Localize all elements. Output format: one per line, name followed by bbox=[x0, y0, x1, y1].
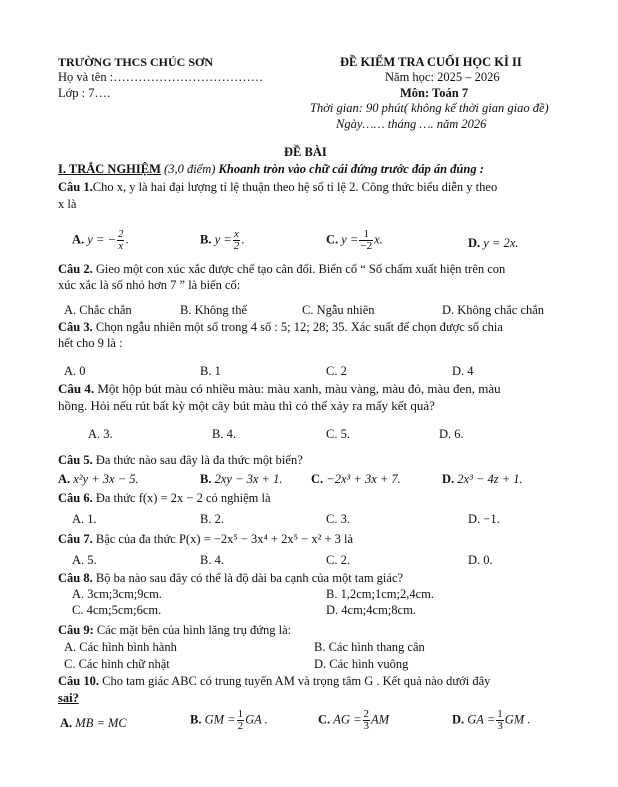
q7-option-d: D. 0. bbox=[468, 553, 493, 567]
q10-stem bbox=[58, 674, 490, 689]
q10-option-d bbox=[452, 709, 530, 732]
q9-label: Câu 9: bbox=[58, 623, 94, 637]
q8-option-d: D. 4cm;4cm;8cm. bbox=[326, 603, 416, 617]
q1-a-frac bbox=[117, 229, 125, 252]
q3-stem bbox=[58, 320, 503, 335]
q10-option-a bbox=[60, 716, 127, 731]
q6-option-b: B. 2. bbox=[200, 512, 224, 526]
q10-label: Câu 10. bbox=[58, 674, 99, 688]
q7-text: Bậc của đa thức P(x) = −2x⁵ − 3x⁴ + 2x⁵ − x² + 3 là bbox=[92, 532, 354, 546]
q2-option-d: D. Không chắc chắn bbox=[442, 303, 545, 317]
q9-option-c: C. Các hình chữ nhật bbox=[64, 657, 170, 671]
q5-label: Câu 5. bbox=[58, 453, 93, 467]
q10-c-num: 2 bbox=[363, 708, 370, 720]
subject: Môn: Toán 7 bbox=[400, 86, 469, 100]
q4-option-d: D. 6. bbox=[439, 427, 464, 441]
q10-b-label: B. bbox=[190, 712, 202, 727]
q10-d-label: D. bbox=[452, 712, 465, 727]
q10-option-c bbox=[318, 709, 389, 732]
q1-c-pre: y = bbox=[341, 232, 359, 247]
q1-a-label: A. bbox=[72, 232, 85, 247]
class-line: Lớp : 7…. bbox=[58, 86, 111, 100]
section1-points: (3,0 điểm) bbox=[164, 162, 216, 176]
q1-a-pre: y = − bbox=[87, 232, 116, 247]
q7-stem bbox=[58, 532, 353, 547]
q5-option-b bbox=[200, 472, 282, 487]
q2-option-a: A. Chắc chắn bbox=[64, 303, 132, 317]
q8-option-b: B. 1,2cm;1cm;2,4cm. bbox=[326, 587, 434, 601]
de-bai-heading: ĐỀ BÀI bbox=[284, 145, 327, 159]
q6-label: Câu 6. bbox=[58, 491, 93, 505]
q1-option-d bbox=[468, 236, 518, 251]
q10-c-den: 3 bbox=[363, 720, 370, 732]
q8-stem bbox=[58, 571, 403, 586]
q10-text: Cho tam giác ABC có trung tuyến AM và trọng tâm G . Kết quả nào dưới đây bbox=[98, 674, 491, 688]
q10-d-den: 3 bbox=[497, 720, 503, 732]
q4-option-b: B. 4. bbox=[212, 427, 236, 441]
q10-c-post: AM bbox=[371, 712, 390, 727]
q5-text: Đa thức nào sau đây là đa thức một biến? bbox=[92, 453, 303, 467]
q2-stem bbox=[58, 262, 505, 277]
q2-text-cont: xúc xắc là số nhỏ hơn 7 ” là biến cố: bbox=[58, 278, 241, 292]
q5-b-text: 2xy − 3x + 1. bbox=[211, 472, 283, 486]
q5-d-label: D. bbox=[442, 472, 455, 486]
q1-a-post: . bbox=[125, 232, 129, 247]
exam-date: Ngày…… tháng …. năm 2026 bbox=[336, 117, 487, 131]
q4-text: Một hộp bút màu có nhiều màu: màu xanh, màu vàng, màu đỏ, màu đen, màu bbox=[94, 381, 501, 396]
q8-text: Bộ ba nào sau đây có thể là độ dài ba cạnh của một tam giác? bbox=[92, 571, 404, 585]
section1-heading bbox=[58, 162, 484, 177]
q3-option-c: C. 2 bbox=[326, 364, 347, 378]
q10-d-pre: GA = bbox=[467, 712, 496, 727]
section1-instruction: Khoanh tròn vào chữ cái đứng trước đáp án đúng : bbox=[218, 162, 484, 176]
q10-b-post: GA . bbox=[245, 712, 268, 727]
q8-option-c: C. 4cm;5cm;6cm. bbox=[72, 603, 162, 617]
q1-option-b bbox=[200, 229, 244, 252]
q6-option-d: D. −1. bbox=[468, 512, 500, 526]
q1-text-cont: x là bbox=[58, 197, 77, 211]
school-name: TRƯỜNG THCS CHÚC SƠN bbox=[58, 55, 214, 69]
exam-title: ĐỀ KIỂM TRA CUỐI HỌC KÌ II bbox=[340, 55, 522, 69]
q10-a-text: MB = MC bbox=[75, 716, 127, 730]
q2-option-c: C. Ngẫu nhiên bbox=[302, 303, 375, 317]
q5-option-c bbox=[311, 472, 401, 487]
q1-option-a bbox=[72, 229, 129, 252]
q5-c-text: −2x³ + 3x + 7. bbox=[323, 472, 401, 486]
q1-b-post: . bbox=[241, 232, 245, 247]
q5-d-text: 2x³ − 4z + 1. bbox=[454, 472, 523, 486]
q1-stem bbox=[58, 180, 497, 195]
q9-stem bbox=[58, 623, 291, 638]
q1-d-label: D. bbox=[468, 236, 481, 250]
q10-b-den: 2 bbox=[237, 720, 244, 732]
q8-label: Câu 8. bbox=[58, 571, 93, 585]
q5-b-label: B. bbox=[200, 472, 212, 486]
q4-label: Câu 4. bbox=[58, 381, 95, 396]
q3-text: Chọn ngẫu nhiên một số trong 4 số : 5; 12; 28; 35. Xác suất để chọn được số chia bbox=[92, 320, 503, 334]
q1-d-text: y = 2x. bbox=[483, 236, 519, 250]
q10-a-label: A. bbox=[60, 716, 73, 730]
q4-option-c: C. 5. bbox=[326, 427, 350, 441]
q9-option-d: D. Các hình vuông bbox=[314, 657, 409, 671]
q10-text-cont: sai? bbox=[58, 691, 79, 705]
q4-stem bbox=[58, 381, 501, 396]
q6-option-a: A. 1. bbox=[72, 512, 97, 526]
q5-a-label: A. bbox=[58, 472, 71, 486]
q6-option-c: C. 3. bbox=[326, 512, 350, 526]
q10-option-b bbox=[190, 709, 268, 732]
school-year: Năm học: 2025 – 2026 bbox=[385, 70, 500, 84]
q1-b-den: 2 bbox=[233, 240, 240, 252]
q10-d-post: GM . bbox=[504, 712, 531, 727]
q7-option-b: B. 4. bbox=[200, 553, 224, 567]
q3-text-cont: hết cho 9 là : bbox=[58, 336, 123, 350]
q4-text-cont: hồng. Hỏi nếu rút bất kỳ một cây bút màu thì có thể xảy ra mấy kết quả? bbox=[58, 398, 435, 413]
q2-option-b: B. Không thể bbox=[180, 303, 248, 317]
q6-stem bbox=[58, 491, 271, 506]
exam-time: Thời gian: 90 phút( không kể thời gian giao đề) bbox=[310, 101, 549, 115]
q4-option-a: A. 3. bbox=[88, 427, 113, 441]
q1-c-num: 1 bbox=[359, 229, 373, 241]
student-name-line: Họ và tên :……………………………… bbox=[58, 70, 264, 84]
q1-c-label: C. bbox=[326, 232, 339, 247]
q7-option-c: C. 2. bbox=[326, 553, 350, 567]
q5-c-label: C. bbox=[311, 472, 324, 486]
q2-label: Câu 2. bbox=[58, 262, 93, 276]
q9-option-a: A. Các hình bình hành bbox=[64, 640, 177, 654]
q5-option-d bbox=[442, 472, 523, 487]
q10-d-frac bbox=[496, 709, 504, 732]
q10-d-num: 1 bbox=[497, 708, 503, 720]
q9-text: Các mặt bên của hình lăng trụ đứng là: bbox=[93, 623, 292, 637]
q7-label: Câu 7. bbox=[58, 532, 93, 546]
q3-option-d: D. 4 bbox=[452, 364, 474, 378]
q5-stem bbox=[58, 453, 303, 468]
q6-text: Đa thức f(x) = 2x − 2 có nghiệm là bbox=[92, 491, 271, 505]
q1-text: Cho x, y là hai đại lượng tỉ lệ thuận theo hệ số tỉ lệ 2. Công thức biểu diễn y theo bbox=[92, 180, 498, 194]
q1-b-num: x bbox=[234, 228, 239, 240]
q10-b-pre: GM = bbox=[204, 712, 236, 727]
section1-title: I. TRẮC NGHIỆM bbox=[58, 162, 161, 176]
q3-option-b: B. 1 bbox=[200, 364, 221, 378]
q1-option-c bbox=[326, 229, 383, 252]
q1-label: Câu 1. bbox=[58, 180, 93, 194]
q8-option-a: A. 3cm;3cm;9cm. bbox=[72, 587, 162, 601]
q1-b-frac bbox=[233, 229, 241, 252]
q9-option-b: B. Các hình thang cân bbox=[314, 640, 425, 654]
q1-c-den: −2 bbox=[360, 240, 373, 252]
q10-c-label: C. bbox=[318, 712, 331, 727]
q1-a-den: x bbox=[118, 240, 124, 252]
q1-c-frac bbox=[359, 229, 373, 252]
q1-b-pre: y = bbox=[214, 232, 232, 247]
q5-option-a bbox=[58, 472, 139, 487]
q5-a-text: x²y + 3x − 5. bbox=[70, 472, 139, 486]
q10-b-num: 1 bbox=[237, 708, 244, 720]
q3-label: Câu 3. bbox=[58, 320, 93, 334]
q3-option-a: A. 0 bbox=[64, 364, 86, 378]
q7-option-a: A. 5. bbox=[72, 553, 97, 567]
q1-a-num: 2 bbox=[117, 228, 124, 240]
q1-b-label: B. bbox=[200, 232, 212, 247]
q10-c-frac bbox=[363, 709, 371, 732]
q10-c-pre: AG = bbox=[333, 712, 362, 727]
q10-b-frac bbox=[237, 709, 245, 732]
q2-text: Gieo một con xúc xắc được chế tạo cân đối. Biến cố “ Số chấm xuất hiện trên con bbox=[92, 262, 506, 276]
q1-c-post: x. bbox=[374, 232, 383, 247]
